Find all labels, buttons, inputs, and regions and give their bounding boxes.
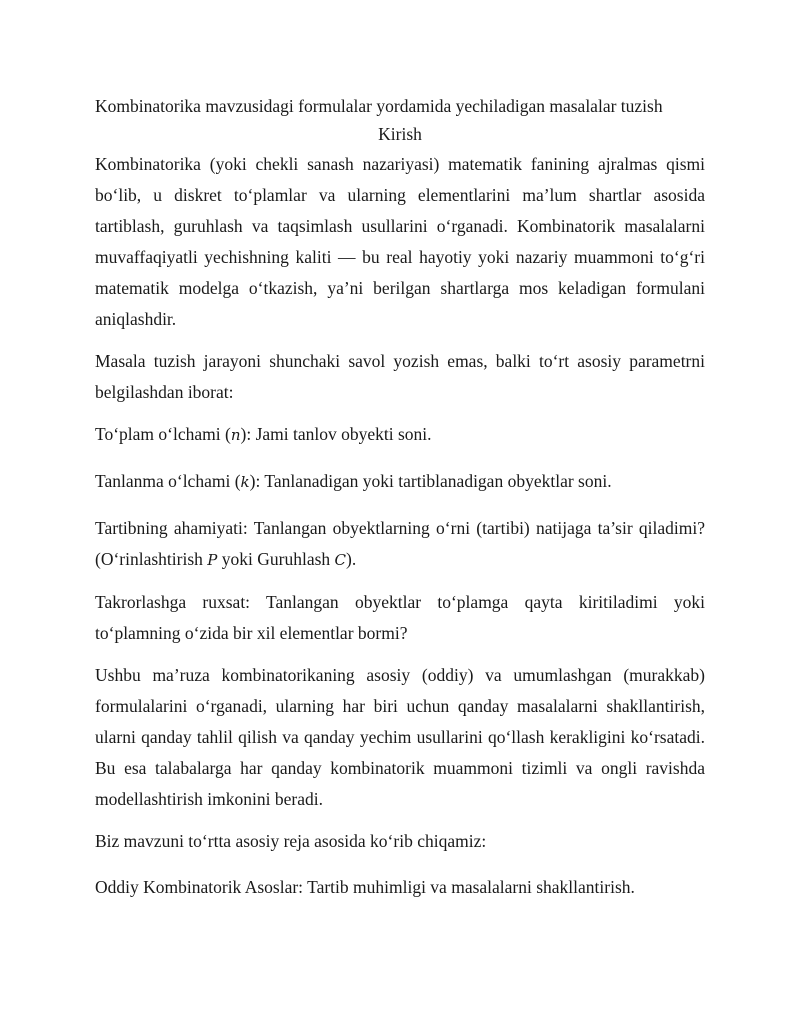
param-sample-size-before: Tanlanma o‘lchami ( — [95, 471, 241, 491]
param-set-size-before: To‘plam o‘lchami ( — [95, 424, 231, 444]
param-sample-size-after: ): Tanlanadigan yoki tartiblanadigan obyektlar soni. — [249, 471, 612, 491]
process-paragraph: Masala tuzish jarayoni shunchaki savol yozish emas, balki to‘rt asosiy parametrni belgilashdan iborat: — [95, 351, 705, 402]
symbol-p: P — [207, 551, 218, 569]
param-order — [95, 513, 705, 576]
param-order-middle: yoki Guruhlash — [217, 549, 335, 569]
symbol-c: C — [334, 551, 347, 569]
symbol-k: k — [240, 473, 250, 491]
param-sample-size — [95, 466, 705, 498]
lecture-paragraph: Ushbu ma’ruza kombinatorikaning asosiy (oddiy) va umumlashgan (murakkab) formulalarini o‘rganadi, ularning har biri uchun qanday masalalarni shakllantirish, ularni qanday tahlil qilish va qanday yechim usullarini qo‘llash kerakligini ko‘rsatadi. Bu esa talabalarga har qanday kombinatorik muammoni tizimli va ongli ravishda modellashtirish imkonini beradi. — [95, 665, 705, 809]
param-set-size — [95, 419, 705, 451]
intro-paragraph: Kombinatorika (yoki chekli sanash nazariyasi) matematik fanining ajralmas qismi bo‘lib, u diskret to‘plamlar va ularning elementlarini ma’lum shartlar asosida tartiblash, guruhlash va taqsimlash usullarini o‘rganadi. Kombinatorik masalalarni muvaffaqiyatli yechishning kaliti — bu real hayotiy yoki nazariy muammoni to‘g‘ri matematik modelga o‘tkazish, ya’ni berilgan shartlarga mos keladigan formulani aniqlashdir. — [95, 154, 705, 329]
section-heading: Kirish — [378, 124, 422, 144]
param-order-after: ). — [346, 549, 357, 569]
document-title: Kombinatorika mavzusidagi formulalar yordamida yechiladigan masalalar tuzish — [95, 96, 663, 116]
symbol-n: n — [230, 426, 241, 444]
param-set-size-after: ): Jami tanlov obyekti soni. — [240, 424, 432, 444]
param-repetition: Takrorlashga ruxsat: Tanlangan obyektlar to‘plamga qayta kiritiladimi yoki to‘plamning o‘zida bir xil elementlar bormi? — [95, 592, 705, 643]
param-order-before: Tartibning ahamiyati: Tanlangan obyektlarning o‘rni (tartibi) natijaga ta’sir qiladimi? (O‘rinlashtirish — [95, 518, 705, 569]
plan-item-1: Oddiy Kombinatorik Asoslar: Tartib muhimligi va masalalarni shakllantirish. — [95, 877, 635, 897]
plan-intro: Biz mavzuni to‘rtta asosiy reja asosida ko‘rib chiqamiz: — [95, 831, 487, 851]
